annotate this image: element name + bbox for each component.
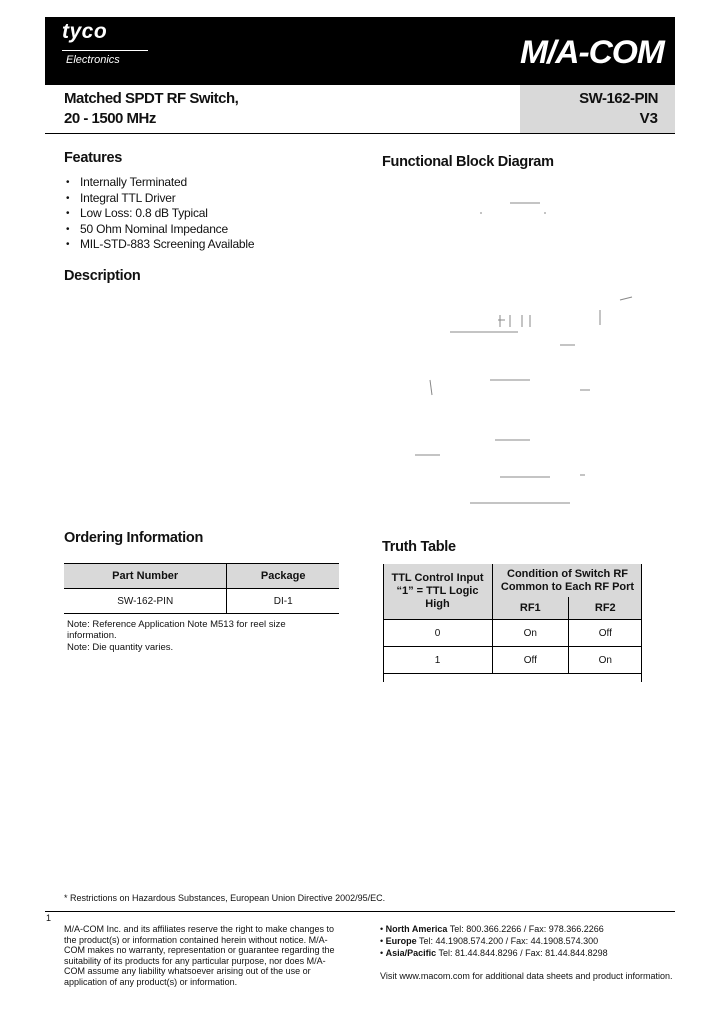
tyco-logo-subtitle: Electronics <box>66 54 120 66</box>
ordering-table <box>64 563 339 614</box>
feature-item: • Integral TTL Driver <box>80 191 254 207</box>
truth-col-control-input: TTL Control Input “1” = TTL Logic High <box>383 564 493 620</box>
description-heading: Description <box>64 268 141 284</box>
ordering-cell-package: DI-1 <box>227 589 339 614</box>
table-row <box>383 620 642 647</box>
truth-cell-rf2: Off <box>568 620 642 647</box>
truth-table-right-border <box>641 564 642 682</box>
ordering-col-package: Package <box>227 564 339 589</box>
macom-logo: M/A-COM <box>520 34 664 70</box>
features-heading: Features <box>64 150 123 166</box>
features-list <box>80 175 254 253</box>
contact-label: North America <box>385 924 448 934</box>
functional-block-diagram <box>410 185 650 510</box>
disclaimer: M/A-COM Inc. and its affiliates reserve the right to make changes to the product(s) or information contained herein without notice. M/A-COM makes no warranty, representation or guarantee regarding the suitability of its products for any particular purpose, nor does M/A-COM assume any liability whatsoever arising out of the use or application of any product(s) or information. <box>64 924 335 987</box>
truth-cell-rf1: On <box>493 620 569 647</box>
truth-header-row <box>383 564 642 597</box>
contact-text: Tel: 81.44.844.8296 / Fax: 81.44.844.8298 <box>438 948 608 958</box>
feature-item: • Low Loss: 0.8 dB Typical <box>80 206 254 222</box>
ordering-cell-part-number: SW-162-PIN <box>64 589 227 614</box>
truth-cell-rf1: Off <box>493 647 569 674</box>
truth-col-rf1: RF1 <box>493 597 569 620</box>
ordering-header-row <box>64 564 339 589</box>
truth-table <box>383 564 642 674</box>
product-title-line2: 20 - 1500 MHz <box>64 110 156 127</box>
footer-divider <box>45 911 675 912</box>
truth-table-left-border <box>383 564 384 682</box>
feature-item: • 50 Ohm Nominal Impedance <box>80 222 254 238</box>
part-number: SW-162-PIN <box>579 90 658 107</box>
truth-col-rf2: RF2 <box>568 597 642 620</box>
contact-europe: • Europe Tel: 44.1908.574.200 / Fax: 44.1908.574.300 <box>380 936 599 946</box>
feature-item: • MIL-STD-883 Screening Available <box>80 237 254 253</box>
truth-cell-rf2: On <box>568 647 642 674</box>
ordering-note-1: Note: Reference Application Note M513 for reel size information. <box>67 619 286 641</box>
version: V3 <box>639 110 658 127</box>
block-diagram-heading: Functional Block Diagram <box>382 154 554 170</box>
contact-text: Tel: 800.366.2266 / Fax: 978.366.2266 <box>449 924 604 934</box>
contact-label: Asia/Pacific <box>385 948 437 958</box>
ordering-heading: Ordering Information <box>64 530 204 546</box>
rohs-footnote: * Restrictions on Hazardous Substances, European Union Directive 2002/95/EC. <box>64 893 386 903</box>
table-row <box>383 647 642 674</box>
ordering-note-2: Note: Die quantity varies. <box>67 642 174 653</box>
contact-asia-pacific: • Asia/Pacific Tel: 81.44.844.8296 / Fax: 81.44.844.8298 <box>380 948 608 958</box>
truth-cell-input: 1 <box>383 647 493 674</box>
truth-cell-input: 0 <box>383 620 493 647</box>
visit-website-link[interactable]: Visit www.macom.com for additional data sheets and product information. <box>380 971 673 981</box>
feature-item: • Internally Terminated <box>80 175 254 191</box>
contact-label: Europe <box>385 936 417 946</box>
table-row <box>64 589 339 614</box>
product-title-line1: Matched SPDT RF Switch, <box>64 90 239 107</box>
truth-table-heading: Truth Table <box>382 539 456 555</box>
page-number: 1 <box>46 913 52 923</box>
tyco-logo-underline <box>62 50 148 51</box>
truth-col-condition: Condition of Switch RF Common to Each RF Port <box>493 564 643 597</box>
contact-text: Tel: 44.1908.574.200 / Fax: 44.1908.574.300 <box>419 936 599 946</box>
ordering-col-part-number: Part Number <box>64 564 227 589</box>
tyco-logo: tyco <box>62 20 108 43</box>
contact-north-america: • North America Tel: 800.366.2266 / Fax: 978.366.2266 <box>380 924 604 934</box>
